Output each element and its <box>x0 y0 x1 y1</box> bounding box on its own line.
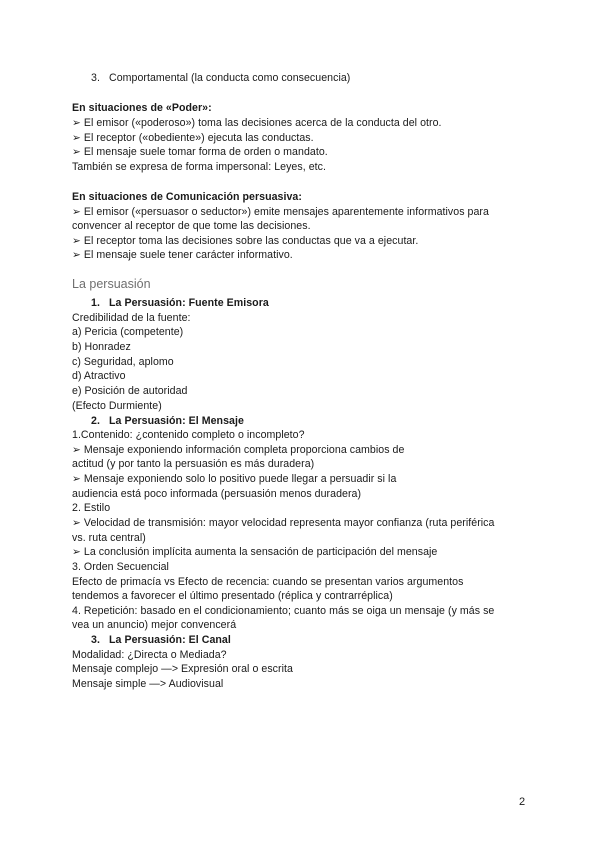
poder-line: También se expresa de forma impersonal: Leyes, etc. <box>72 161 326 173</box>
poder-line: ➢ El emisor («poderoso») toma las decisiones acerca de la conducta del otro. <box>72 117 442 129</box>
mensaje-line: ➢ Mensaje exponiendo información completa proporciona cambios de <box>72 444 405 456</box>
fuente-line: Credibilidad de la fuente: <box>72 312 191 324</box>
persuasiva-line: ➢ El receptor toma las decisiones sobre las conductas que va a ejecutar. <box>72 235 419 247</box>
list-text: Comportamental (la conducta como consecuencia) <box>109 72 351 84</box>
heading-canal <box>91 633 231 647</box>
fuente-line: a) Pericia (competente) <box>72 326 184 338</box>
heading-text: La Persuasión: El Mensaje <box>109 415 244 427</box>
mensaje-line: 1.Contenido: ¿contenido completo o incompleto? <box>72 429 305 441</box>
heading-poder: En situaciones de «Poder»: <box>72 102 212 114</box>
canal-line: Mensaje complejo —> Expresión oral o escrita <box>72 663 293 675</box>
mensaje-line: vea un anuncio) mejor convencerá <box>72 619 237 631</box>
heading-persuasiva: En situaciones de Comunicación persuasiva: <box>72 191 302 203</box>
fuente-line: b) Honradez <box>72 341 131 353</box>
fuente-line: e) Posición de autoridad <box>72 385 188 397</box>
mensaje-line: 4. Repetición: basado en el condicionamiento; cuanto más se oiga un mensaje (y más se <box>72 605 495 617</box>
mensaje-line: ➢ Mensaje exponiendo solo lo positivo puede llegar a persuadir si la <box>72 473 397 485</box>
list-number: 3. <box>91 72 100 84</box>
canal-line: Modalidad: ¿Directa o Mediada? <box>72 649 227 661</box>
heading-mensaje <box>91 414 244 428</box>
mensaje-line: ➢ La conclusión implícita aumenta la sensación de participación del mensaje <box>72 546 438 558</box>
mensaje-line: audiencia está poco informada (persuasión menos duradera) <box>72 488 362 500</box>
persuasiva-line: convencer al receptor de que tome las decisiones. <box>72 220 311 232</box>
mensaje-line: Efecto de primacía vs Efecto de recencia: cuando se presentan varios argumentos <box>72 576 464 588</box>
mensaje-line: tendemos a favorecer el último presentado (réplica y contrarréplica) <box>72 590 393 602</box>
fuente-line: (Efecto Durmiente) <box>72 400 162 412</box>
mensaje-line: ➢ Velocidad de transmisión: mayor velocidad representa mayor confianza (ruta periférica <box>72 517 495 529</box>
heading-text: La Persuasión: El Canal <box>109 634 231 646</box>
heading-text: La Persuasión: Fuente Emisora <box>109 297 269 309</box>
mensaje-line: actitud (y por tanto la persuasión es más duradera) <box>72 458 315 470</box>
persuasiva-line: ➢ El emisor («persuasor o seductor») emite mensajes aparentemente informativos para <box>72 206 489 218</box>
poder-line: ➢ El mensaje suele tomar forma de orden o mandato. <box>72 146 328 158</box>
mensaje-line: vs. ruta central) <box>72 532 146 544</box>
heading-number: 3. <box>91 634 100 646</box>
poder-line: ➢ El receptor («obediente») ejecuta las conductas. <box>72 132 314 144</box>
list-item-comportamental <box>91 71 350 85</box>
fuente-line: c) Seguridad, aplomo <box>72 356 174 368</box>
mensaje-line: 2. Estilo <box>72 502 111 514</box>
page-number: 2 <box>519 796 526 808</box>
canal-line: Mensaje simple —> Audiovisual <box>72 678 224 690</box>
persuasiva-line: ➢ El mensaje suele tener carácter informativo. <box>72 249 293 261</box>
section-title: La persuasión <box>72 277 151 291</box>
heading-number: 1. <box>91 297 100 309</box>
mensaje-line: 3. Orden Secuencial <box>72 561 169 573</box>
heading-fuente-emisora <box>91 296 269 310</box>
heading-number: 2. <box>91 415 100 427</box>
fuente-line: d) Atractivo <box>72 370 126 382</box>
